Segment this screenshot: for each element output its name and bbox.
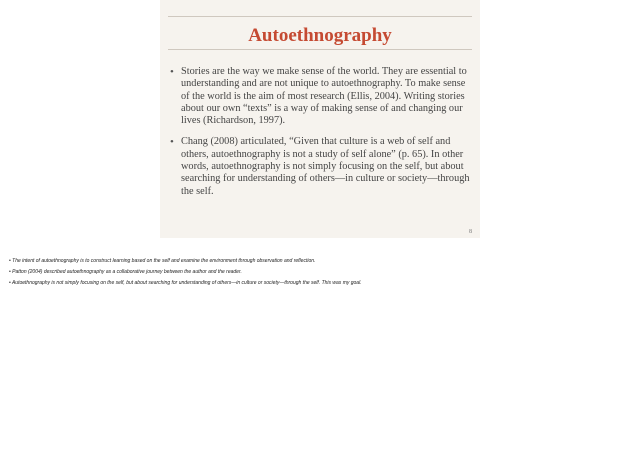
- top-divider: [168, 16, 472, 17]
- page-number: 8: [469, 229, 472, 235]
- bullet-list: [168, 66, 472, 207]
- speaker-notes: [9, 256, 629, 289]
- bullet-item: [168, 66, 472, 127]
- note-line: • The intent of autoethnography is to construct learning based on the self and examine the environment through observation and reflection.: [9, 258, 316, 264]
- bullet-text: Chang (2008) articulated, “Given that culture is a web of self and others, autoethnography is not a study of self alone” (p. 65). In other words, autoethnography is not simply focusing on the self, but about searching for understanding of others—in culture or society—through the self.: [181, 136, 470, 197]
- slide-title: Autoethnography: [248, 25, 392, 46]
- bullet-text: Stories are the way we make sense of the world. They are essential to understanding and are not unique to autoethnography. To make sense of the world is the aim of most research (Ellis, 2004). Writing stories about our own “texts” is a way of making sense of and changing our lives (Richardson, 1997).: [181, 66, 467, 127]
- note-line: • Patton (2004) described autoethnography as a collaborative journey between the author and the reader.: [9, 269, 242, 275]
- bullet-marker: •: [170, 66, 174, 78]
- title-divider: [168, 49, 472, 50]
- bullet-item: [168, 136, 472, 197]
- note-line: • Autoethnography is not simply focusing on the self, but about searching for understanding of others—in culture or society—through the self. This was my goal.: [9, 280, 362, 286]
- slide: [160, 0, 480, 238]
- bullet-marker: •: [170, 136, 174, 149]
